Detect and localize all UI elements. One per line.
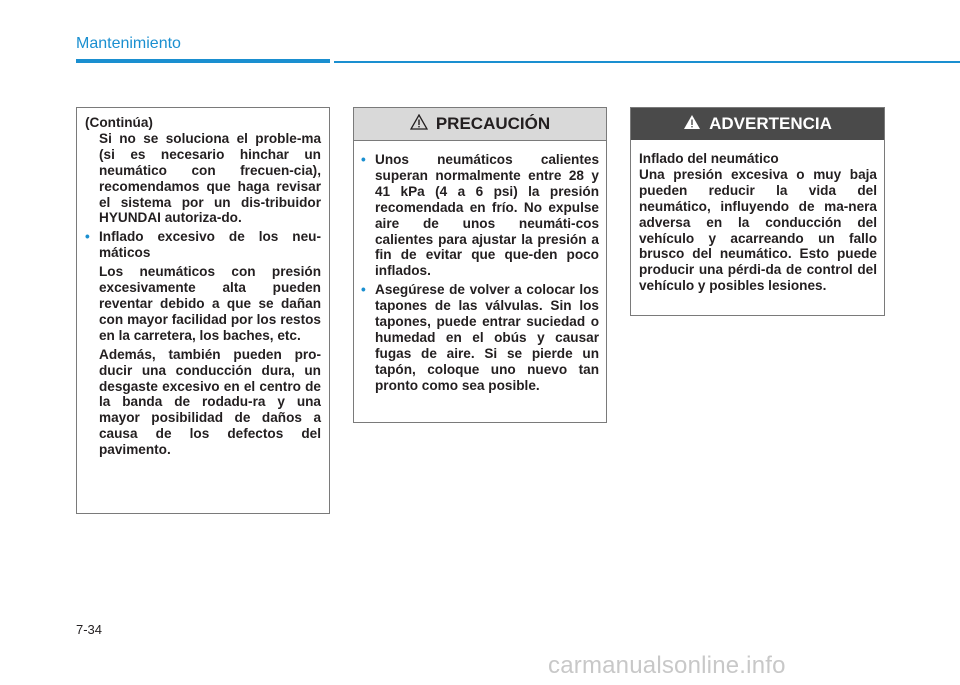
page-number: 7-34 (76, 622, 103, 637)
warning-box (630, 107, 885, 316)
warning-title: ADVERTENCIA (709, 114, 832, 133)
left-paragraph-3: Además, también pueden pro-ducir una conducción dura, un desgaste excesivo en el centro de la banda de rodadu-ra y una mayor posibilidad de daños a causa de los defectos del pavimento. (99, 346, 321, 458)
left-paragraph-2: Los neumáticos con presión excesivamente alta pueden reventar debido a que se dañan con mayor facilidad por los restos en la carretera, los baches, etc. (99, 264, 321, 343)
caution-title: PRECAUCIÓN (435, 114, 551, 133)
warning-triangle-outline-icon (410, 114, 428, 135)
watermark: carmanualsonline.info (548, 652, 786, 679)
warning-heading: Inflado del neumático (639, 151, 779, 166)
caution-bullet-1: • Unos neumáticos calientes superan normalmente entre 28 y 41 kPa (4 a 6 psi) la presión recomendada en frío. No expulse aire de unos neumáti-cos calientes para ajustar la presión a fin de evitar que que-den poco inflados. (361, 152, 599, 279)
warning-body: Una presión excesiva o muy baja pueden reducir la vida del neumático, influyendo de ma-nera adversa en la conducción del vehículo y acarreando un fallo brusco del neumático. Esto puede producir una pérdi-da de control del vehículo y posibles lesiones. (639, 166, 877, 294)
section-title: Mantenimiento (76, 35, 181, 52)
continued-box (76, 107, 330, 514)
caution-box (353, 107, 607, 423)
header-rule-thick (76, 59, 330, 63)
header-rule-thin (334, 61, 960, 63)
warning-triangle-filled-icon (683, 114, 701, 135)
caution-header (354, 108, 606, 141)
continued-label: (Continúa) (85, 115, 153, 130)
left-paragraph-1: Si no se soluciona el proble-ma (si es necesario hinchar un neumático con frecuen-cia), recomendamos que haga revisar el sistema por un dis-tribuidor HYUNDAI autoriza-do. (99, 130, 321, 226)
left-bullet-overinflation: • Inflado excesivo de los neu-máticos (85, 229, 321, 261)
caution-bullet-2: • Asegúrese de volver a colocar los tapones de las válvulas. Sin los tapones, puede entrar suciedad o humedad en el obús y causar fugas de aire. Si se pierde un tapón, coloque uno nuevo tan pronto como sea posible. (361, 282, 599, 393)
warning-header (631, 108, 884, 140)
